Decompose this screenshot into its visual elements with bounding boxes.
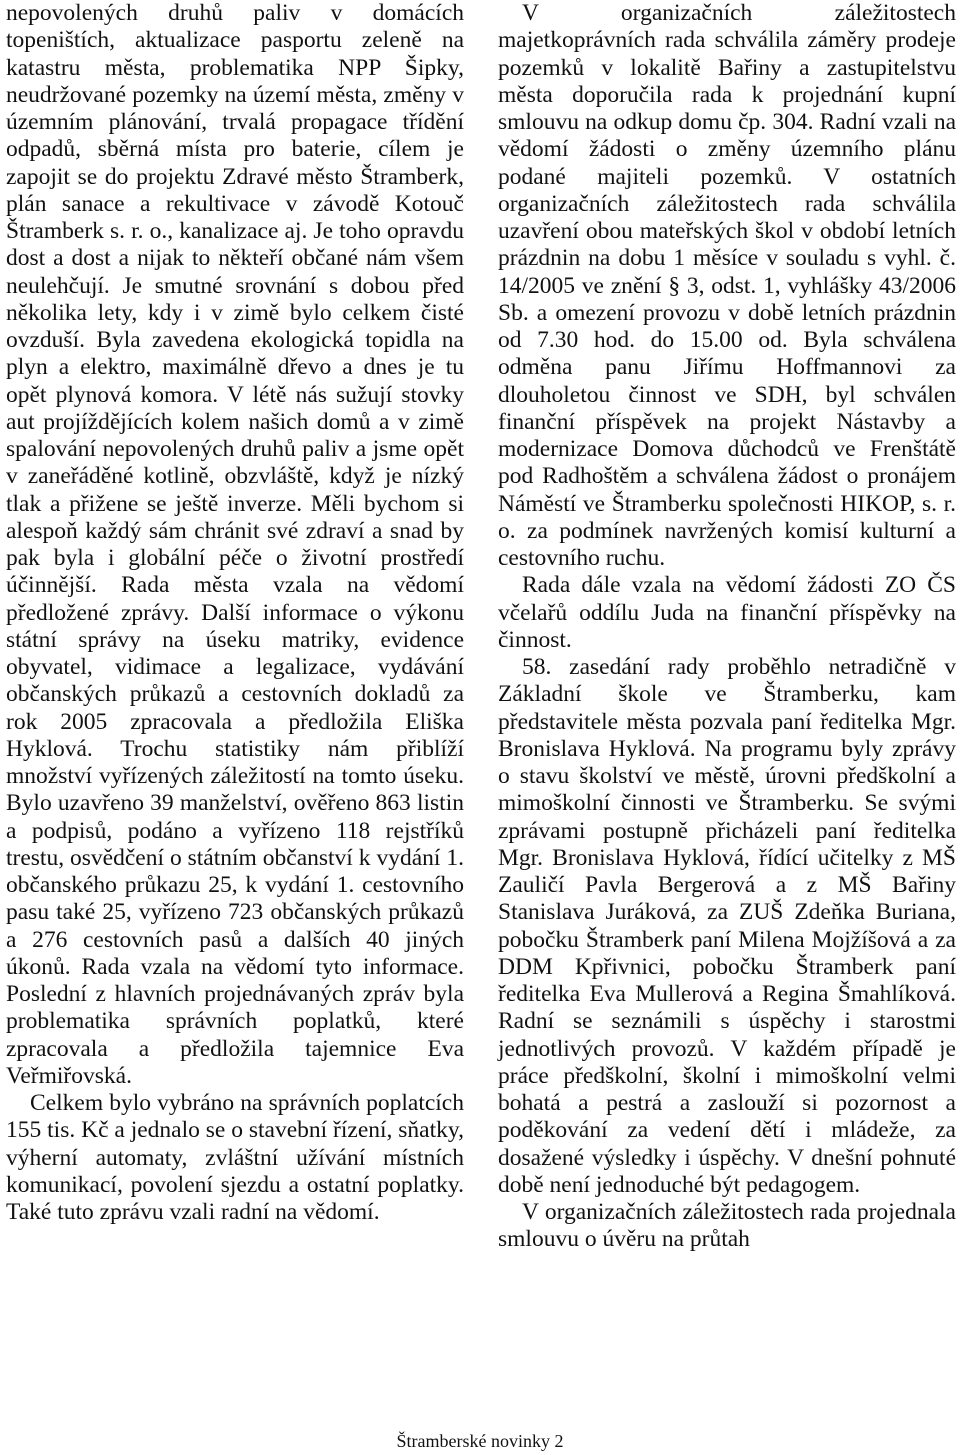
right-paragraph-4: V organizačních záležitostech rada projednala smlouvu o úvěru na průtah — [498, 1199, 956, 1253]
left-text-column — [6, 0, 464, 1226]
left-paragraph-1: nepovolených druhů paliv v domácích topeništích, aktualizace pasportu zeleně na katastru města, problematika NPP Šipky, neudržované pozemky na území města, změny v územním plánování, trvalá propagace třídění odpadů, sběrná místa pro baterie, cílem je zapojit se do projektu Zdravé město Štramberk, plán sanace a rekultivace v závodě Kotouč Štramberk s. r. o., kanalizace aj. Je toho opravdu dost a dost a nijak to někteří občané nám všem neulehčují. Je smutné srovnání s dobou před několika lety, kdy i v zimě bylo celkem čisté ovzduší. Byla zavedena ekologická topidla na plyn a elektro, maximálně dřevo a dnes je tu opět plynová komora. V létě nás sužují stovky aut projíždějících kolem našich domů a v zimě spalování nepovolených druhů paliv a jsme opět v zaneřáděné kotlině, obzvláště, když je nízký tlak a přižene se ještě inverze. Měli bychom si alespoň každý sám chránit své zdraví a snad by pak byla i globální péče o životní prostředí účinnější. Rada města vzala na vědomí předložené zprávy. Další informace o výkonu státní správy na úseku matriky, evidence obyvatel, vidimace a legalizace, vydávání občanských průkazů a cestovních dokladů za rok 2005 zpracovala a předložila Eliška Hyklová. Trochu statistiky nám přiblíží množství vyřízených záležitostí na tomto úseku. Bylo uzavřeno 39 manželství, ověřeno 863 listin a podpisů, podáno a vyřízeno 118 rejstříků trestu, osvědčení o státním občanství k vydání 1. občanského průkazu 25, k vydání 1. cestovního pasu také 25, vyřízeno 723 občanských průkazů a 276 cestovních pasů a dalších 40 jiných úkonů. Rada vzala na vědomí tyto informace. Poslední z hlavních projednávaných zpráv byla problematika správních poplatků, které zpracovala a předložila tajemnice Eva Veřmiřovská. — [6, 0, 464, 1089]
right-text-column — [498, 0, 956, 1254]
right-paragraph-2: Rada dále vzala na vědomí žádosti ZO ČS včelařů oddílu Juda na finanční příspěvky na činnost. — [498, 572, 956, 653]
page-footer: Štramberské novinky 2 — [396, 1431, 564, 1451]
right-paragraph-3: 58. zasedání rady proběhlo netradičně v Základní škole ve Štramberku, kam představitele města pozvala paní ředitelka Mgr. Bronislava Hyklová. Na programu byly zprávy o stavu školství ve městě, úrovni předškolní a mimoškolní činnosti ve Štramberku. Se svými zprávami postupně přicházeli paní ředitelka Mgr. Bronislava Hyklová, řídící učitelky z MŠ Zauličí Pavla Bergerová a z MŠ Bařiny Stanislava Juráková, za ZUŠ Zdeňka Buriana, pobočku Štramberk paní Milena Mojžíšová a za DDM Kpřivnici, pobočku Štramberk paní ředitelka Eva Mullerová a Regina Šmahlíková. Radní se seznámili s úspěchy i starostmi jednotlivých provozů. V každém případě je práce předškolní, školní i mimoškolní velmi bohatá a pestrá a zaslouží si pozornost a poděkování za vedení dětí i mládeže, za dosažené výsledky i úspěchy. V dnešní pohnuté době není jednoduché být pedagogem. — [498, 654, 956, 1198]
right-paragraph-1: V organizačních záležitostech majetkoprávních rada schválila záměry prodeje pozemků v lokalitě Bařiny a zastupitelstvu města doporučila rada k projednání kupní smlouvu na odkup domu čp. 304. Radní vzali na vědomí žádosti o změny územního plánu podané majiteli pozemků. V ostatních organizačních záležitostech rada schválila uzavření obou mateřských škol v období letních prázdnin na dobu 1 měsíce v souladu s vyhl. č. 14/2005 ve znění § 3, odst. 1, vyhlášky 43/2006 Sb. a omezení provozu v době letních prázdnin od 7.30 hod. do 15.00 od. Byla schválena odměna panu Jiřímu Hoffmannovi za dlouholetou činnost ve SDH, byl schválen finanční příspěvek na projekt Nástavby a modernizace Domova důchodců ve Frenštátě pod Radhoštěm a schválena žádost o pronájem Náměstí ve Štramberku společnosti HIKOP, s. r. o. za podmínek navržených komisí kulturní a cestovního ruchu. — [498, 0, 956, 571]
left-paragraph-2: Celkem bylo vybráno na správních poplatcích 155 tis. Kč a jednalo se o stavební řízení, sňatky, výherní automaty, zvláštní užívání místních komunikací, povolení sjezdu a ostatní poplatky. Také tuto zprávu vzali radní na vědomí. — [6, 1090, 464, 1225]
